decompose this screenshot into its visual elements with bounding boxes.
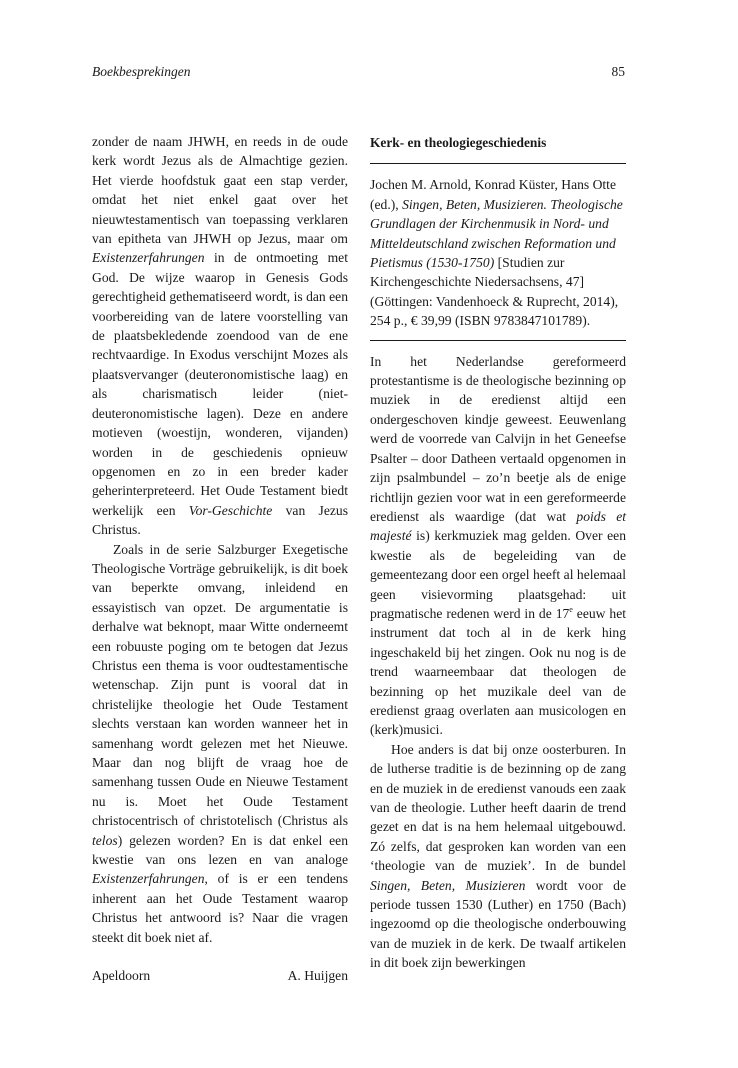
- italic-term: Existenzerfahrungen: [92, 250, 205, 266]
- bibliography-entry: [370, 175, 626, 330]
- right-column: [370, 132, 626, 973]
- section-heading: Kerk- en theologiegeschiedenis: [370, 135, 547, 150]
- text-run: is) kerkmuziek mag gelden. Over een kwestie als de begeleiding van de gemeentezang door een orgel heeft al helemaal geen visievorming plaatsgehad: uit pragmatische redenen werd in de 17: [370, 528, 626, 621]
- left-paragraph-1: [92, 132, 348, 540]
- italic-term: telos: [92, 832, 118, 848]
- bib-title: Singen, Beten, Musizieren. Theologische Grundlagen der Kirchenmusik in Nord- und Mitteldeutschland zwischen Reformation und Pietismus (1530-1750): [370, 196, 623, 271]
- text-run: wordt voor de periode tussen 1530 (Luther) en 1750 (Bach) ingezoomd op die theologische onderbouwing van de muziek in de kerk. De twaalf artikelen in dit boek zijn bewerkingen: [370, 877, 626, 971]
- text-run: ) gelezen worden? En is dat enkel een kwestie van ons lezen en van analoge: [92, 832, 348, 868]
- superscript: e: [569, 604, 573, 614]
- signature-place: Apeldoorn: [92, 968, 151, 984]
- text-run: in de ontmoeting met God. De wijze waarop in Genesis Gods gerechtigheid gethematiseerd wordt, is dan een voorbereiding van de latere voorstelling van de plaatsbekledende zoendood van de ene rechtvaardige. In Exodus verschijnt Mozes als plaatsvervanger (deuteronomistische laag) en als charismatisch leider (niet-deuteronomistische lagen). Deze en andere motieven (woestijn, wonderen, vijanden) worden in de geschiedenis opnieuw opgenomen en zo in een breder kader geherinterpreteerd. Het Oude Testament biedt werkelijk een: [92, 250, 348, 518]
- running-header: [92, 62, 625, 84]
- italic-term: poids et majesté: [370, 508, 627, 544]
- signature-author: A. Huijgen: [287, 968, 348, 984]
- bib-authors: Jochen M. Arnold, Konrad Küster, Hans Otte (ed.),: [370, 177, 616, 212]
- italic-term: Singen, Beten, Musizieren: [370, 877, 526, 893]
- header-section-name: Boekbesprekingen: [92, 64, 191, 79]
- review-signature: [92, 966, 348, 985]
- left-paragraph-2: [92, 540, 348, 948]
- text-run: Hoe anders is dat bij onze oosterburen. In de lutherse traditie is de bezinning op de zang en de muziek in de eredienst vanouds een zaak van de theologie. Luther heeft daarin de trend gezet en dat is na hem helemaal uitgebouwd. Zó zelfs, dat gesproken kan worden van een ‘theologie van de muziek’. In de bundel: [370, 741, 626, 874]
- left-column: [92, 132, 348, 986]
- text-run: van Jezus Christus.: [92, 502, 348, 538]
- text-run: In het Nederlandse gereformeerd protestantisme is de theologische bezinning op muziek in de eredienst altijd een ondergeschoven kindje geweest. Eeuwenlang werd de voorrede van Calvijn in het Geneefse Psalter – door Datheen vertaald opgenomen in zijn psalmbundel – zo’n beetje als de enige richtlijn gezien voor wat in een gereformeerde eredienst als waardige (dat wat: [370, 353, 626, 524]
- text-run: Zoals in de serie Salzburger Exegetische Theologische Vorträge gebruikelijk, is dit boek van beperkte omvang, inleidend en essayistisch van opzet. De argumentatie is derhalve wat beknopt, maar Witte onderneemt een robuuste poging om te betogen dat Jezus Christus een thema is voor oudtestamentische wetenschap. Zijn punt is vooral dat in christelijke theologie het Oude Testament slechts verstaan kan worden wanneer het in samenhang wordt gelezen met het Nieuwe. Maar dan nog blijft de vraag hoe de samenhang tussen Oude en Nieuwe Testament nu is. Moet het Oude Testament christocentrisch of christotelisch (Christus als: [92, 541, 348, 829]
- bib-details: [Studien zur Kirchengeschichte Niedersachsens, 47] (Göttingen: Vandenhoeck & Ruprecht, 2014), 254 p., € 39,99 (ISBN 9783847101789).: [370, 255, 619, 329]
- text-run: zonder de naam JHWH, en reeds in de oude kerk wordt Jezus als de Almachtige gezien. Het vierde hoofdstuk gaat een stap verder, omdat het niet enkel gaat over het nieuwtestamentisch van toepassing verklaren van epitheta van JHWH op Jezus, maar om: [92, 134, 348, 247]
- right-paragraph-2: [370, 740, 626, 973]
- divider-rule: [370, 340, 626, 341]
- text-run: eeuw het instrument dat toch al in de kerk hing ingeschakeld bij het zingen. Ook nu nog is de trend waarneembaar dat theologen de bezinning op het muzikale deel van de eredienst graag overlaten aan musicologen en (kerk)musici.: [370, 605, 626, 738]
- italic-term: Vor-Geschichte: [188, 502, 273, 518]
- text-run: , of is er een tendens inherent aan het Oude Testament waarop Christus het antwoord is? Naar die vragen steekt dit boek niet af.: [92, 871, 348, 945]
- page-number: 85: [611, 64, 625, 79]
- divider-rule: [370, 163, 626, 164]
- right-paragraph-1: [370, 352, 626, 740]
- italic-term: Existenzerfahrungen: [92, 871, 205, 887]
